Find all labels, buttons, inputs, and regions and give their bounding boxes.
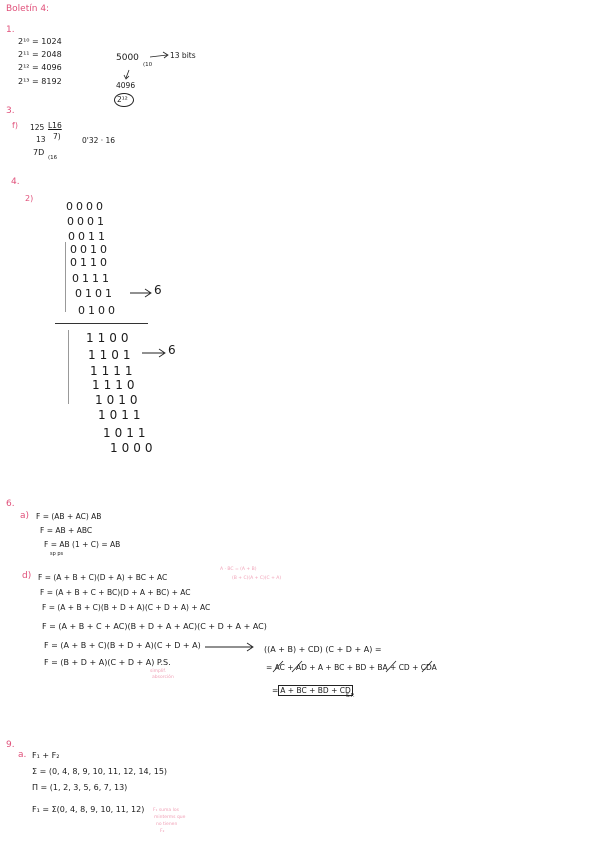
minterms-set: Σ = (0, 4, 8, 9, 10, 11, 12, 14, 15) xyxy=(32,767,168,776)
hex-base: (16 xyxy=(48,155,58,161)
item-d-letter: d) xyxy=(22,571,32,581)
item-a-letter-9: a. xyxy=(18,750,27,760)
page-title: Boletín 4: xyxy=(6,4,50,14)
mirror-line xyxy=(55,323,148,324)
item-f-letter: f) xyxy=(12,121,18,130)
f1-minterms: F₁ = Σ(0, 4, 8, 9, 10, 11, 12) xyxy=(32,805,145,814)
item-2-letter: 2) xyxy=(25,194,34,203)
sp-ps-note: sp ps xyxy=(50,551,64,557)
quotient: 7) xyxy=(53,132,61,141)
section-9-number: 9. xyxy=(6,740,15,750)
sp-label: S.P. xyxy=(346,693,355,699)
arrow-right-icon xyxy=(130,287,152,299)
mark-six-bottom: 6 xyxy=(168,343,176,357)
arrow-to-bits xyxy=(150,52,170,60)
boxed-result: A + BC + BD + CD xyxy=(280,686,351,695)
bits-result: 13 bits xyxy=(170,51,196,60)
function-sum: F₁ + F₂ xyxy=(32,751,60,760)
gray-code-row: 0100 xyxy=(78,304,118,317)
equation-line: F = (AB + AC) AB xyxy=(36,512,102,521)
gray-code-row: 1000 xyxy=(110,441,157,455)
equation-line: F = (A + B + C)(D + A) + BC + AC xyxy=(38,573,168,582)
faint-note: F₂ xyxy=(160,829,165,834)
dividend: 125 xyxy=(30,123,45,132)
faint-note: absorción xyxy=(152,675,174,680)
faint-note: A · BC = (A + B) xyxy=(220,567,257,572)
expansion-line: = AC + AD + A + BC + BD + BA + CD + CDA xyxy=(266,663,437,672)
equation-line: F = (B + D + A)(C + D + A) P.S. xyxy=(44,658,171,667)
power-2-13: 2¹³ = 8192 xyxy=(18,77,62,86)
arrow-down-icon xyxy=(124,70,132,80)
equation-line: F = AB + ABC xyxy=(40,526,93,535)
gray-code-row: 1010 xyxy=(95,393,142,407)
section-1-number: 1. xyxy=(6,25,15,35)
gray-code-row: 0010 xyxy=(70,243,110,256)
result-line xyxy=(272,686,353,695)
gray-code-row: 0101 xyxy=(75,287,115,300)
equation-line: F = (A + B + C)(B + D + A)(C + D + A) + AC xyxy=(42,603,211,612)
bracket-bottom xyxy=(68,330,73,404)
item-a-letter: a) xyxy=(20,511,30,521)
section-3-number: 3. xyxy=(6,106,15,116)
circled-power-label: 2¹² xyxy=(117,95,128,104)
equation-line: F = (A + B + C)(B + D + A)(C + D + A) xyxy=(44,641,201,650)
equation-line: F = (A + B + C + BC)(D + A + BC) + AC xyxy=(40,588,191,597)
nearest-power: 4096 xyxy=(116,81,136,90)
mark-six-top: 6 xyxy=(154,283,162,297)
equation-line: F = AB (1 + C) = AB xyxy=(44,540,121,549)
gray-code-row: 1111 xyxy=(90,364,137,378)
cancellation-strokes xyxy=(270,658,440,678)
arrow-right-icon xyxy=(142,347,166,359)
decimal-value: 5000 xyxy=(116,53,139,63)
divisor: L16 xyxy=(48,121,62,130)
faint-note: simplif. xyxy=(150,669,167,674)
section-6-number: 6. xyxy=(6,499,15,509)
bracket-top xyxy=(65,242,70,312)
section-4-number: 4. xyxy=(11,177,20,187)
power-2-11: 2¹¹ = 2048 xyxy=(18,50,62,59)
faint-note: F₁ suma los xyxy=(153,808,179,813)
power-2-12: 2¹² = 4096 xyxy=(18,63,62,72)
decimal-base: (10 xyxy=(143,62,153,68)
gray-code-row: 0000 xyxy=(66,200,106,213)
gray-code-row: 0111 xyxy=(72,272,112,285)
maxterms-set: Π = (1, 2, 3, 5, 6, 7, 13) xyxy=(32,783,128,792)
equals-sign: = xyxy=(272,686,279,695)
long-arrow-icon xyxy=(205,642,255,652)
gray-code-row: 0110 xyxy=(70,256,110,269)
expansion-line: ((A + B) + CD) (C + D + A) = xyxy=(264,645,382,654)
fraction-conversion: 0'32 · 16 xyxy=(82,136,116,145)
gray-code-row: 0001 xyxy=(67,215,107,228)
gray-code-row: 1011 xyxy=(103,426,150,440)
hex-result: 7D xyxy=(33,148,45,157)
gray-code-row: 0011 xyxy=(68,230,108,243)
gray-code-row: 1110 xyxy=(92,378,139,392)
faint-note: no tienen xyxy=(156,822,178,827)
gray-code-row: 1011 xyxy=(98,408,145,422)
faint-note: (B + C)(A + C)(C + A) xyxy=(232,576,282,581)
remainder: 13 xyxy=(36,135,46,144)
gray-code-row: 1101 xyxy=(88,348,135,362)
equation-line: F = (A + B + C + AC)(B + D + A + AC)(C + D + A + AC) xyxy=(42,622,267,631)
power-2-10: 2¹⁰ = 1024 xyxy=(18,37,62,46)
faint-note: minterms que xyxy=(154,815,186,820)
gray-code-row: 1100 xyxy=(86,331,133,345)
